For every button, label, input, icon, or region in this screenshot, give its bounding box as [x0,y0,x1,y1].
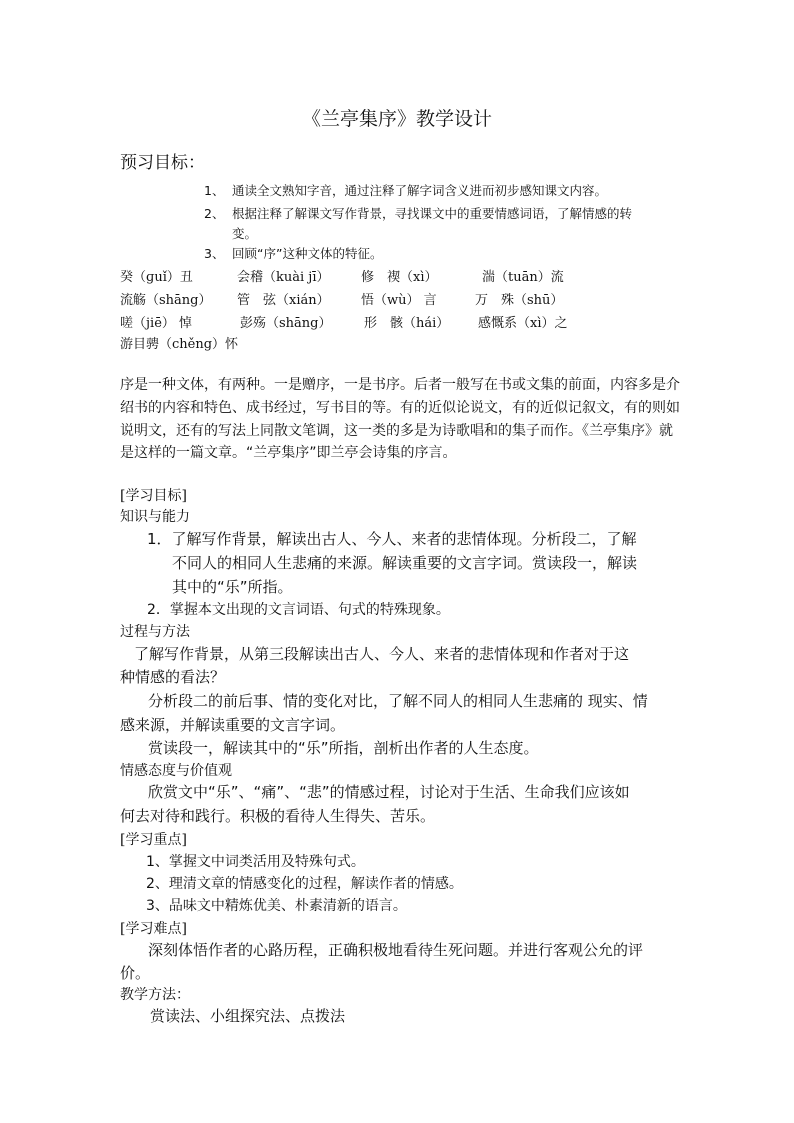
method-heading: 教学方法： [120,987,190,1003]
knowledge-heading: 知识与能力 [120,509,190,525]
pronunciation-item: 流觞（shāng） [120,293,212,308]
preview-heading: 预习目标： [120,153,205,173]
pronunciation-item: 修 禊（xì） [361,270,438,285]
pronunciation-item: 会稽（kuài jī） [237,270,330,285]
preview-goal-number: 2、 [204,206,225,221]
pronunciation-item: 游目骋（chěng）怀 [120,337,239,352]
learning-goals-heading: [学习目标] [120,488,187,504]
key-point: 1、掌握文中词类活用及特殊句式。 [146,854,365,870]
intro-line: 序是一种文体，有两种。一是赠序，一是书序。后者一般写在书或文集的前面，内容多是介 [120,377,680,393]
process-line: 赏读段一，解读其中的“乐”所指，剖析出作者的人生态度。 [148,739,539,757]
preview-goal-text: 根据注释了解课文写作背景，寻找课文中的重要情感词语，了解情感的转 [232,206,633,221]
key-point: 3、品味文中精炼优美、朴素清新的语言。 [146,898,407,914]
method-text: 赏读法、小组探究法、点拨法 [150,1007,346,1025]
preview-goal-number: 1、 [204,183,225,198]
key-points-heading: [学习重点] [120,832,187,848]
difficulty-heading: [学习难点] [120,921,187,937]
pronunciation-item: 嗟（jiē） 悼 [120,316,193,331]
difficulty-line: 深刻体悟作者的心路历程，正确积极地看待生死问题。并进行客观公允的评 [148,941,644,959]
process-line: 感来源，并解读重要的文言字词。 [120,716,346,734]
emotion-line: 何去对待和践行。积极的看待人生得失、苦乐。 [120,807,436,825]
preview-goal-2-continued [204,224,684,240]
preview-goal-1 [204,181,684,197]
process-line: 种情感的看法？ [120,668,226,686]
preview-goal-text: 通读全文熟知字音，通过注释了解字词含义进而初步感知课文内容。 [232,183,608,198]
process-line: 了解写作背景，从第三段解读出古人、今人、来者的悲情体现和作者对于这 [134,645,630,663]
preview-goal-number: 3、 [204,246,225,261]
page-title: 《兰亭集序》教学设计 [301,108,492,130]
knowledge-item: 其中的“乐”所指。 [172,578,293,596]
intro-line: 说明文，还有的写法上同散文笔调，这一类的多是为诗歌唱和的集子而作。《兰亭集序》就 [120,423,673,439]
key-point: 2、理清文章的情感变化的过程，解读作者的情感。 [146,876,463,892]
knowledge-item: 不同人的相同人生悲痛的来源。解读重要的文言字词。赏读段一，解读 [172,554,638,572]
knowledge-item: 2．掌握本文出现的文言词语、句式的特殊现象。 [147,602,450,618]
process-heading: 过程与方法 [120,624,190,640]
preview-goal-2 [204,204,684,220]
pronunciation-item: 万 殊（shū） [475,293,564,308]
pronunciation-item: 彭殇（shāng） [240,316,332,331]
pronunciation-item: 癸（ɡuǐ）丑 [120,270,193,285]
emotion-line: 欣赏文中“乐”、“痛”、“悲”的情感过程，讨论对于生活、生命我们应该如 [148,783,630,801]
preview-goal-3 [204,244,684,260]
pronunciation-item: 悟（wù） 言 [361,293,437,308]
difficulty-line: 价。 [120,964,151,982]
emotion-heading: 情感态度与价值观 [120,763,232,779]
intro-line: 是这样的一篇文章。“兰亭集序”即兰亭会诗集的序言。 [120,445,457,461]
preview-goal-text: 回顾“序”这种文体的特征。 [232,246,383,261]
preview-goal-text: 变。 [232,226,258,241]
knowledge-item: 1．了解写作背景，解读出古人、今人、来者的悲情体现。分析段二，了解 [147,530,637,548]
pronunciation-item: 感慨系（xì）之 [478,316,568,331]
intro-line: 绍书的内容和特色、成书经过，写书目的等。有的近似论说文，有的近似记叙文，有的则如 [120,400,680,416]
pronunciation-item: 湍（tuān）流 [482,270,564,285]
pronunciation-item: 管 弦（xián） [237,293,330,308]
pronunciation-item: 形 骸（hái） [364,316,450,331]
process-line: 分析段二的前后事、情的变化对比，了解不同人的相同人生悲痛的 现实、情 [148,692,648,710]
